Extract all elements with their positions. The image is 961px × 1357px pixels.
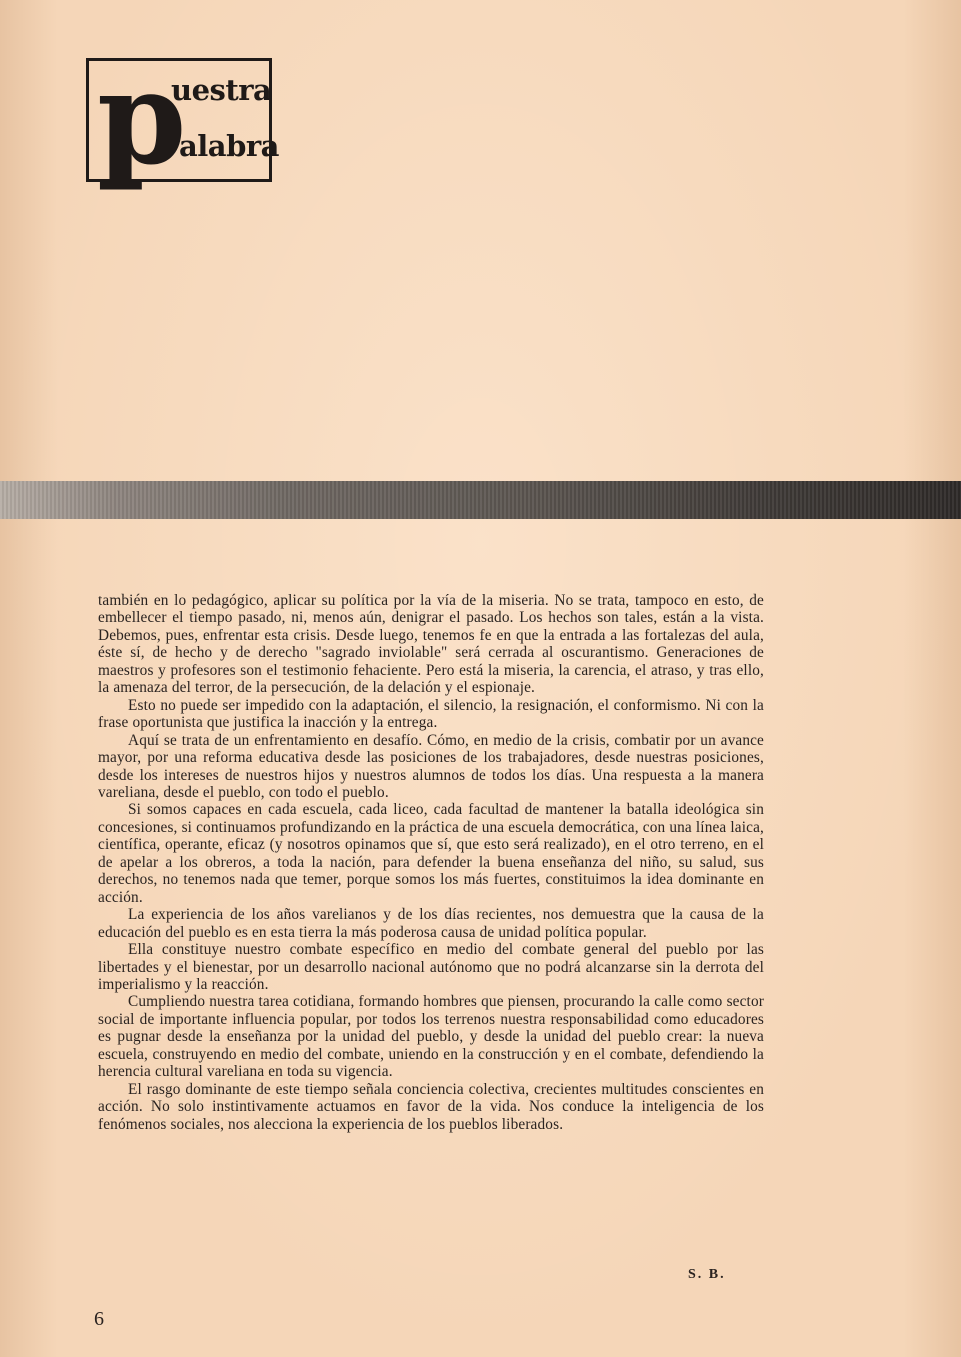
paragraph-1: también en lo pedagógico, aplicar su política por la vía de la miseria. No se trata, tampoco en esto, de embellecer el tiempo pasado, ni, menos aún, denigrar el pasado. Los hechos son tales, están a la vista. Debemos, pues, enfrentar esta crisis. Desde luego, tenemos fe en que la entrada a las fortalezas del aula, éste sí, de hecho y de derecho "sagrado inviolable" será cerrada al oscurantismo. Generaciones de maestros y profesores son el testimonio fehaciente. Pero está la miseria, la carencia, el atraso, y tras ello, la amenaza del terror, de la persecución, de la delación y el espionaje.: [98, 592, 764, 697]
nuestra-palabra-logo: [86, 44, 279, 194]
paragraph-7: Cumpliendo nuestra tarea cotidiana, formando hombres que piensen, procurando la calle como sector social de importante influencia popular, por todos los terrenos nuestra responsabilidad como educadores es pugnar desde la enseñanza por la unidad del pueblo, y desde la unidad del pueblo crear: la nueva escuela, construyendo en medio del combate, uniendo en la construcción y en el combate, defendiendo la herencia cultural vareliana en toda su vigencia.: [98, 993, 764, 1081]
paragraph-6: Ella constituye nuestro combate específico en medio del combate general del pueblo por las libertades y el bienestar, por un desarrollo nacional autónomo que no podrá alcanzarse sin la derrota del imperialismo y la reacción.: [98, 941, 764, 993]
logo-word-uestra: uestra: [171, 73, 272, 107]
decorative-dark-band: [0, 481, 961, 519]
logo-letter-p: p: [97, 44, 187, 194]
paragraph-8: El rasgo dominante de este tiempo señala conciencia colectiva, crecientes multitudes conscientes en acción. No solo instintivamente actuamos en favor de la vida. Nos conduce la inteligencia de los fenómenos sociales, nos alecciona la experiencia de los pueblos liberados.: [98, 1080, 764, 1133]
article-body: [98, 592, 764, 1133]
author-signature: S. B.: [688, 1267, 726, 1282]
page-number: 6: [94, 1308, 104, 1330]
paragraph-2: Esto no puede ser impedido con la adaptación, el silencio, la resignación, el conformismo. Ni con la frase oportunista que justifica la inacción y la entrega.: [98, 696, 764, 732]
logo-word-alabra: alabra: [179, 129, 279, 163]
paragraph-5: La experiencia de los años varelianos y de los días recientes, nos demuestra que la causa de la educación del pueblo es en esta tierra la más poderosa causa de unidad política popular.: [98, 906, 764, 941]
paragraph-3: Aquí se trata de un enfrentamiento en desafío. Cómo, en medio de la crisis, combatir por un avance mayor, por una reforma educativa desde las posiciones de los trabajadores, desde nuestras posiciones, desde los intereses de nuestros hijos y nuestros alumnos de todos los días. Una respuesta a la manera vareliana, desde el pueblo, con todo el pueblo.: [98, 731, 764, 801]
paragraph-4: Si somos capaces en cada escuela, cada liceo, cada facultad de mantener la batalla ideológica sin concesiones, si continuamos profundizando en la práctica de una escuela democrática, con una línea laica, científica, operante, eficaz (y nosotros opinamos que sí, que esto será realizado), en el otro terreno, en el de apelar a los obreros, a toda la nación, para defender la buena enseñanza del niño, su salud, sus derechos, no tenemos nada que temer, porque somos los más fuertes, constituimos la idea dominante en acción.: [98, 801, 764, 906]
